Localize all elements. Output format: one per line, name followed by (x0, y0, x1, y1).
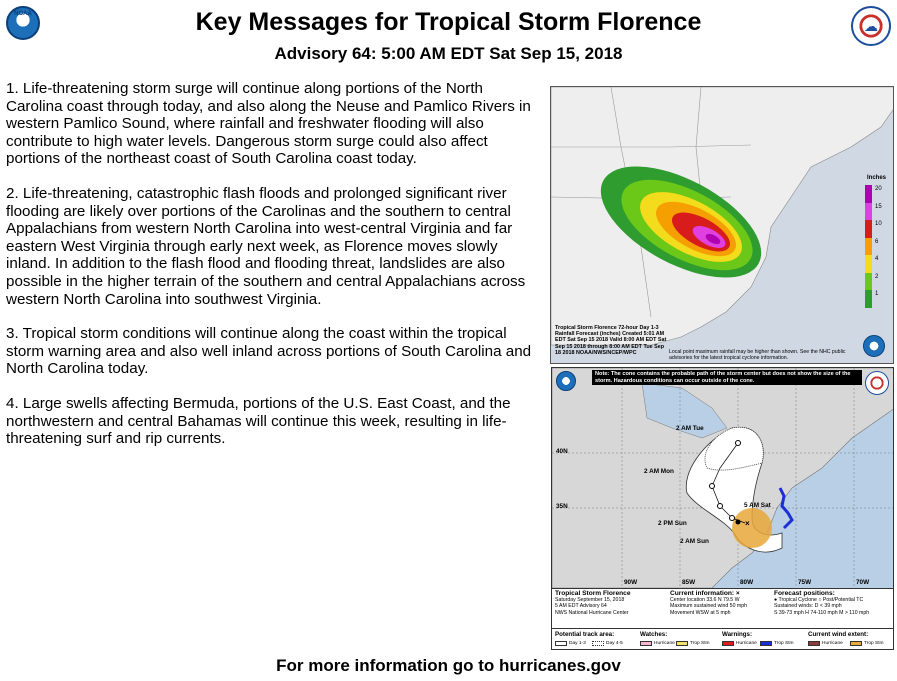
warn-hurricane-label: Hurricane (736, 641, 757, 646)
rainfall-map-graphic (551, 87, 894, 364)
lat-label-40n: 40N (556, 448, 568, 455)
lat-label-35n: 35N (556, 503, 568, 510)
rain-legend-label: 4 (875, 256, 879, 262)
lon-label-90w: 90W (624, 579, 638, 586)
track-label-mon: 2 AM Mon (644, 468, 674, 475)
rain-legend-item (865, 185, 891, 203)
key-message-3: 3. Tropical storm conditions will continue along the coast within the tropical storm warning area and also well inland across portions of South Carolina and North Carolina today. (6, 325, 532, 378)
nws-logo-glyph: ☁ (864, 18, 878, 34)
warn-tropstm-label: Trop Stm (774, 641, 794, 646)
page-title: Key Messages for Tropical Storm Florence (195, 8, 702, 36)
forecast-positions-line1: ● Tropical Cyclone ○ Post/Potential TC (774, 597, 864, 604)
rain-legend-label: 10 (875, 221, 882, 227)
rain-legend (865, 185, 891, 315)
track-label-tue: 2 AM Tue (676, 425, 704, 432)
rain-legend-swatch (865, 255, 872, 273)
track-day13-label: Day 1-3 (569, 641, 586, 646)
track-day45-swatch (592, 641, 604, 646)
cone-map-graphic (552, 368, 894, 588)
noaa-logo-text: NOAA (14, 11, 32, 17)
wind-extent-title: Current wind extent: (808, 631, 869, 638)
forecast-point-sun-am (730, 516, 735, 521)
track-label-sun-am: 2 AM Sun (680, 538, 709, 545)
watch-hurricane-swatch (640, 641, 652, 646)
rain-legend-item (865, 238, 891, 256)
cone-note: Note: The cone contains the probable path of the storm center but does not show the size of the storm. Hazardous conditions can occur outside of the cone. (592, 370, 862, 385)
cone-forecast-map (551, 367, 894, 650)
storm-advisory: 5 AM EDT Advisory 64 (555, 603, 607, 610)
forecast-point-mon (710, 484, 715, 489)
noaa-small-logo-icon (863, 335, 885, 357)
footer-link-text[interactable]: For more information go to hurricanes.gov (276, 656, 621, 675)
rain-legend-swatch (865, 220, 872, 238)
watch-hurricane-label: Hurricane (654, 641, 675, 646)
current-location: Center location 33.6 N 79.5 W (670, 597, 740, 604)
current-position-marker: × (745, 519, 750, 528)
rain-legend-item (865, 220, 891, 238)
storm-date: Saturday September 15, 2018 (555, 597, 625, 604)
key-messages (6, 80, 541, 465)
cone-legend-row (552, 628, 894, 650)
rain-legend-title: Inches (867, 175, 887, 181)
track-day45-label: Day 4-5 (606, 641, 623, 646)
forecast-positions-block (774, 591, 894, 616)
advisory-subtitle: Advisory 64: 5:00 AM EDT Sat Sep 15, 2018 (274, 44, 623, 63)
watches-title: Watches: (640, 631, 668, 638)
tropical-storm-wind-extent (732, 508, 772, 548)
lon-label-85w: 85W (682, 579, 696, 586)
wind-tropstm-swatch (850, 641, 862, 646)
rain-legend-item (865, 255, 891, 273)
forecast-positions-line2: Sustained winds: D < 39 mph (774, 603, 842, 610)
watch-tropstm-swatch (676, 641, 688, 646)
wind-hurricane-swatch (808, 641, 820, 646)
warn-tropstm-swatch (760, 641, 772, 646)
rain-map-note: Local point maximum rainfall may be higher than shown. See the NHC public advisories for the latest tropical cyclone information. (669, 349, 846, 361)
wind-hurricane-label: Hurricane (822, 641, 843, 646)
cone-info-panel (552, 588, 894, 650)
rain-legend-label: 15 (875, 203, 882, 210)
rain-legend-item (865, 273, 891, 291)
forecast-point-sat (736, 520, 741, 525)
warnings-title: Warnings: (722, 631, 753, 638)
track-label-sun-pm: 2 PM Sun (658, 520, 687, 527)
rain-legend-label: 6 (875, 238, 879, 245)
wind-tropstm-label: Trop Stm (864, 641, 884, 646)
storm-center: NWS National Hurricane Center (555, 609, 629, 616)
rain-legend-item (865, 203, 891, 221)
lon-label-70w: 70W (856, 579, 870, 586)
key-message-1: 1. Life-threatening storm surge will continue along portions of the North Carolina coast through today, and also along the Neuse and Pamlico Rivers in western Pamlico Sound, where rainfall and freshwater flooding will also contribute to high water levels. Dangerous storm surge could also affect portions of the northeast coast of South Carolina coast today. (6, 80, 531, 168)
forecast-point-sun-pm (718, 504, 723, 509)
rain-legend-swatch (865, 290, 872, 308)
noaa-small-logo-icon (556, 371, 576, 391)
warn-hurricane-swatch (722, 641, 734, 646)
rain-legend-item (865, 290, 891, 308)
track-area-title: Potential track area: (555, 631, 615, 638)
watch-tropstm-label: Trop Stm (690, 641, 710, 646)
current-wind: Maximum sustained wind 50 mph (670, 603, 747, 610)
rain-legend-label: 2 (875, 273, 879, 280)
rain-legend-swatch (865, 203, 872, 221)
rain-legend-label: 20 (875, 186, 882, 192)
forecast-point-tue (736, 441, 741, 446)
lon-label-75w: 75W (798, 579, 812, 586)
forecast-positions-title: Forecast positions: (774, 590, 835, 597)
lon-label-80w: 80W (740, 579, 754, 586)
current-movement: Movement WSW at 5 mph (670, 609, 731, 616)
track-label-sat: 5 AM Sat (744, 502, 771, 509)
rainfall-forecast-map (550, 86, 894, 364)
forecast-positions-line3: S 39-73 mph H 74-110 mph M > 110 mph (774, 609, 870, 616)
storm-name: Tropical Storm Florence (555, 590, 631, 597)
rain-legend-swatch (865, 273, 872, 291)
track-day13-swatch (555, 641, 567, 646)
rain-legend-label: 1 (875, 291, 879, 297)
current-info-title: Current information: × (670, 590, 740, 597)
rain-legend-swatch (865, 185, 872, 203)
storm-info-block (555, 591, 655, 616)
rain-legend-swatch (865, 238, 872, 256)
key-message-4: 4. Large swells affecting Bermuda, portions of the U.S. East Coast, and the northwestern and central Bahamas will continue this week, resulting in life-threatening surf and rip currents. (6, 394, 511, 448)
nws-small-logo-icon (865, 371, 889, 395)
current-info-block (670, 591, 780, 616)
rain-map-caption: Tropical Storm Florence 72-hour Day 1-3 Rainfall Forecast (inches) Created 5:01 AM EDT Sat Sep 15 2018 Valid 8:00 AM EDT Sat Sep 15 2018 through 8:00 AM EDT Tue Sep 18 2018 NOAA/NWS/NCEP/WPC (555, 325, 667, 356)
key-message-2: 2. Life-threatening, catastrophic flash floods and prolonged significant river flooding are likely over portions of the Carolinas and the southern to central Appalachians from western North Carolina into west-central Virginia and far eastern West Virginia through early next week, as Florence moves slowly inland. In addition to the flash flood and flooding threat, landslides are also possible in the higher terrain of the southern and central Appalachians across western North Carolina into southwest Virginia. (6, 184, 526, 308)
